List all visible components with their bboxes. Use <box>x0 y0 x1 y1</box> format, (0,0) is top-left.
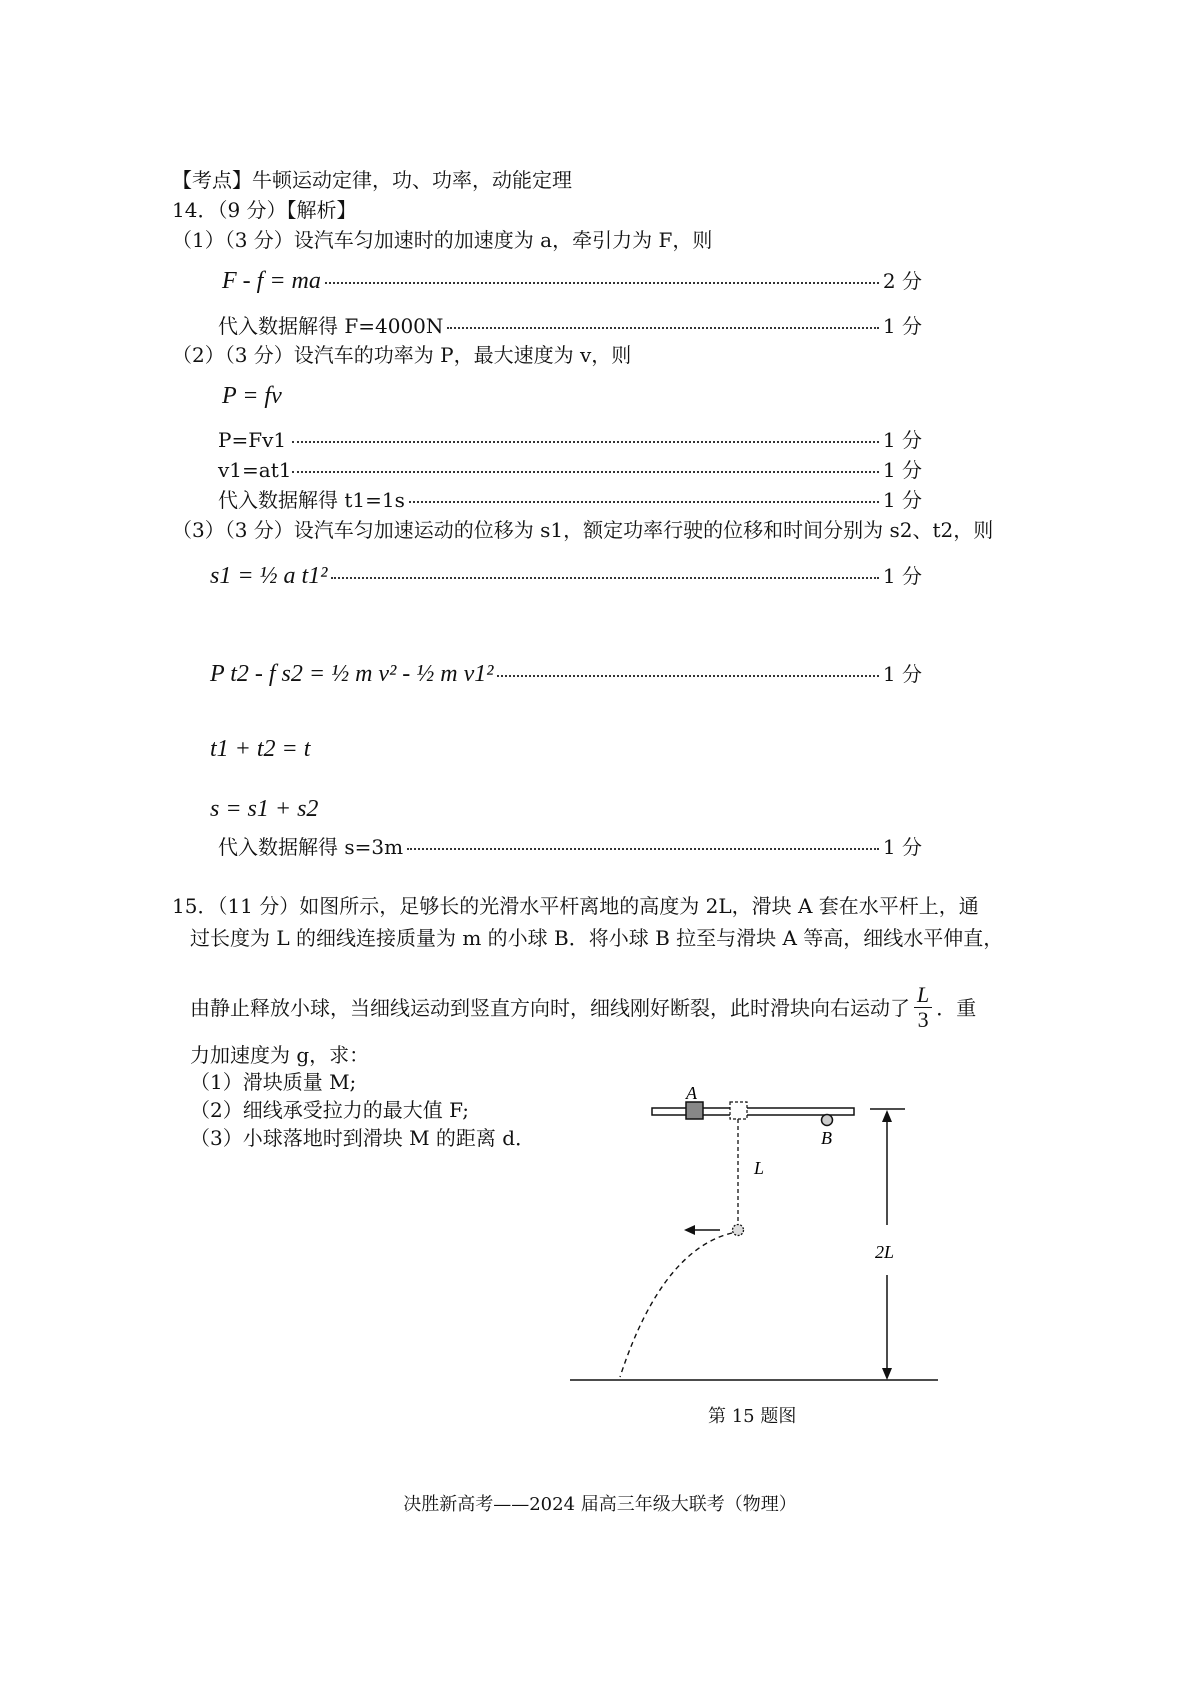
q14-part2-intro: （2）（3 分）设汽车的功率为 P，最大速度为 v，则 <box>172 343 632 367</box>
score-label: 1 分 <box>882 488 922 512</box>
slider-a <box>686 1102 703 1119</box>
q14-part1-result: 代入数据解得 F=4000N <box>218 314 444 338</box>
q14-part2-result-row <box>218 488 922 512</box>
q14-part2-eq1: P = fv <box>222 383 282 409</box>
q15-fraction <box>914 983 932 1032</box>
dot-leader <box>331 577 879 579</box>
score-label: 1 分 <box>882 564 922 588</box>
q15-figure <box>560 1075 960 1395</box>
dot-leader <box>292 471 879 473</box>
score-label: 1 分 <box>882 428 922 452</box>
ball-b-bottom <box>733 1225 744 1236</box>
q14-part1-result-row <box>218 314 922 338</box>
page-footer: 决胜新高考——2024 届高三年级大联考（物理） <box>403 1494 797 1515</box>
label-a: A <box>686 1083 697 1103</box>
q15-fraction-den: 3 <box>917 1007 929 1033</box>
q15-line1: 15．（11 分）如图所示，足够长的光滑水平杆离地的高度为 2L，滑块 A 套在水平杆上，通 <box>172 894 979 918</box>
arrow-up-icon <box>882 1110 892 1122</box>
q14-part3-eq2: P t2 - f s2 = ½ m v² - ½ m v1² <box>210 661 494 687</box>
q14-part3-intro: （3）（3 分）设汽车匀加速运动的位移为 s1，额定功率行驶的位移和时间分别为 s2、t2，则 <box>172 518 994 542</box>
q14-part3-eq2-row <box>210 660 922 689</box>
dot-leader <box>497 675 878 677</box>
horizontal-rod <box>652 1108 854 1115</box>
score-label: 1 分 <box>882 662 922 686</box>
q15-fraction-num: L <box>914 983 932 1008</box>
q14-part3-result: 代入数据解得 s=3m <box>218 835 404 859</box>
dot-leader <box>447 327 879 329</box>
q15-ask3: （3）小球落地时到滑块 M 的距离 d． <box>190 1126 536 1150</box>
q15-ask1: （1）滑块质量 M; <box>190 1070 357 1094</box>
q14-part2-eq3-row <box>218 458 922 482</box>
q15-line4: 力加速度为 g，求： <box>190 1043 370 1067</box>
q15-line3 <box>190 983 976 1032</box>
q15-line3-tail: ．重 <box>936 995 977 1020</box>
q14-part1-eq1-row <box>222 267 922 296</box>
q14-part3-eq1: s1 = ½ a t1² <box>210 563 328 589</box>
q14-part3-eq1-row <box>210 562 922 591</box>
q14-part1-eq1: F - f = ma <box>222 268 321 294</box>
score-label: 1 分 <box>882 314 922 338</box>
dot-leader <box>292 441 879 443</box>
q14-part3-eq4: s = s1 + s2 <box>210 796 319 822</box>
slider-a-moved <box>730 1102 747 1119</box>
kaodian-line: 【考点】牛顿运动定律，功、功率，动能定理 <box>172 168 572 192</box>
score-label: 2 分 <box>882 269 922 293</box>
q15-line3-text: 由静止释放小球，当细线运动到竖直方向时，细线刚好断裂，此时滑块向右运动了 <box>190 995 910 1020</box>
q14-part3-eq3: t1 + t2 = t <box>210 736 311 762</box>
trajectory <box>620 1233 732 1377</box>
q15-line2: 过长度为 L 的细线连接质量为 m 的小球 B．将小球 B 拉至与滑块 A 等高，细线水平伸直， <box>190 926 1004 950</box>
q15-ask2: （2）细线承受拉力的最大值 F; <box>190 1098 469 1122</box>
q14-part2-result: 代入数据解得 t1=1s <box>218 488 405 512</box>
ball-b <box>822 1115 833 1126</box>
score-label: 1 分 <box>882 835 922 859</box>
dot-leader <box>409 501 879 503</box>
label-b: B <box>821 1128 832 1148</box>
arrow-head-icon <box>684 1225 695 1235</box>
figure-caption: 第 15 题图 <box>708 1406 797 1427</box>
arrow-down-icon <box>882 1368 892 1380</box>
q14-part3-result-row <box>218 835 922 859</box>
label-2l: 2L <box>875 1242 895 1262</box>
label-l: L <box>754 1158 765 1178</box>
q14-header: 14．（9 分）【解析】 <box>172 198 357 222</box>
q14-part1-intro: （1）（3 分）设汽车匀加速时的加速度为 a，牵引力为 F，则 <box>172 228 713 252</box>
dot-leader <box>407 848 879 850</box>
q14-part2-eq3: v1=at1 <box>218 458 292 482</box>
dot-leader <box>325 282 879 284</box>
q14-part2-eq2: P=Fv1 <box>218 428 287 452</box>
score-label: 1 分 <box>882 458 922 482</box>
q14-part2-eq2-row <box>218 428 922 452</box>
